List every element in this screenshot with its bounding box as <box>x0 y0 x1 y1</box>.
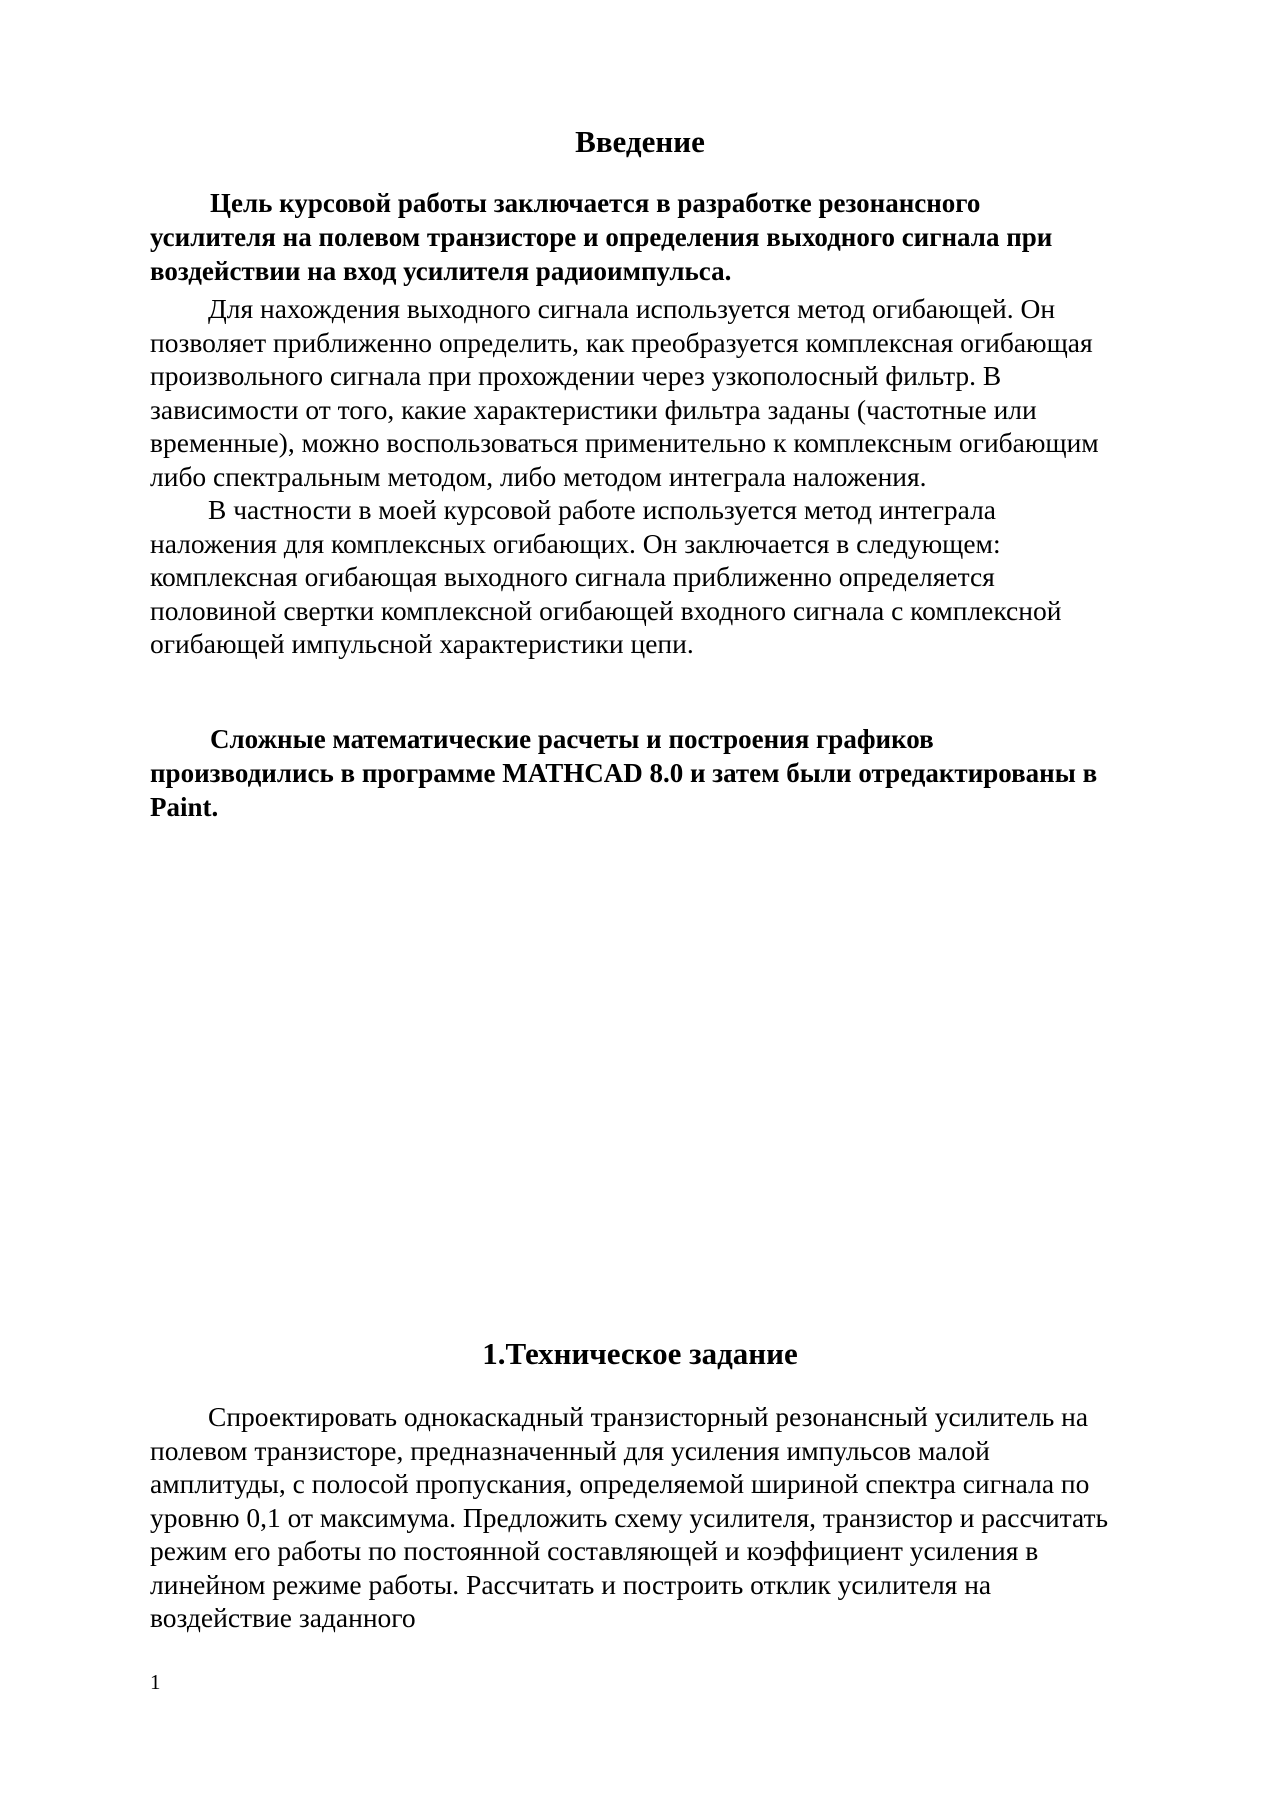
tech-spec-paragraph: Спроектировать однокаскадный транзисторный резонансный усилитель на полевом транзисторе, предназначенный для усиления импульсов малой амплитуды, с полосой пропускания, определяемой шириной спектра сигнала по уровню 0,1 от максимума. Предложить схему усилителя, транзистор и рассчитать режим его работы по постоянной составляющей и коэффициент усиления в линейном режиме работы. Рассчитать и построить отклик усилителя на воздействие заданного <box>150 1401 1109 1633</box>
intro-tools-block <box>150 722 1110 824</box>
tech-spec-heading: 1.Техническое задание <box>482 1336 798 1371</box>
intro-tools-paragraph: Сложные математические расчеты и построения графиков производились в программе MATHCAD 8.0 и затем были отредактированы в Paint. <box>150 724 1098 822</box>
intro-goal-paragraph: Цель курсовой работы заключается в разработке резонансного усилителя на полевом транзисторе и определения выходного сигнала при воздействии на вход усилителя радиоимпульса. <box>150 188 1053 286</box>
intro-particular-paragraph: В частности в моей курсовой работе используется метод интеграла наложения для комплексных огибающих. Он заключается в следующем: комплексная огибающая выходного сигнала приближенно определяется половиной свертки комплексной огибающей входного сигнала с комплексной огибающей импульсной характеристики цепи. <box>150 494 1062 659</box>
intro-body-block <box>150 292 1110 661</box>
tech-spec-block <box>150 1400 1110 1635</box>
intro-heading: Введение <box>575 124 705 159</box>
intro-method-paragraph: Для нахождения выходного сигнала используется метод огибающей. Он позволяет приближенно определить, как преобразуется комплексная огибающая произвольного сигнала при прохождении через узкополосный фильтр. В зависимости от того, какие характеристики фильтра заданы (частотные или временные), можно воспользоваться применительно к комплексным огибающим либо спектральным методом, либо методом интеграла наложения. <box>150 293 1099 492</box>
intro-goal-block <box>150 186 1110 288</box>
page-number: 1 <box>150 1670 161 1694</box>
